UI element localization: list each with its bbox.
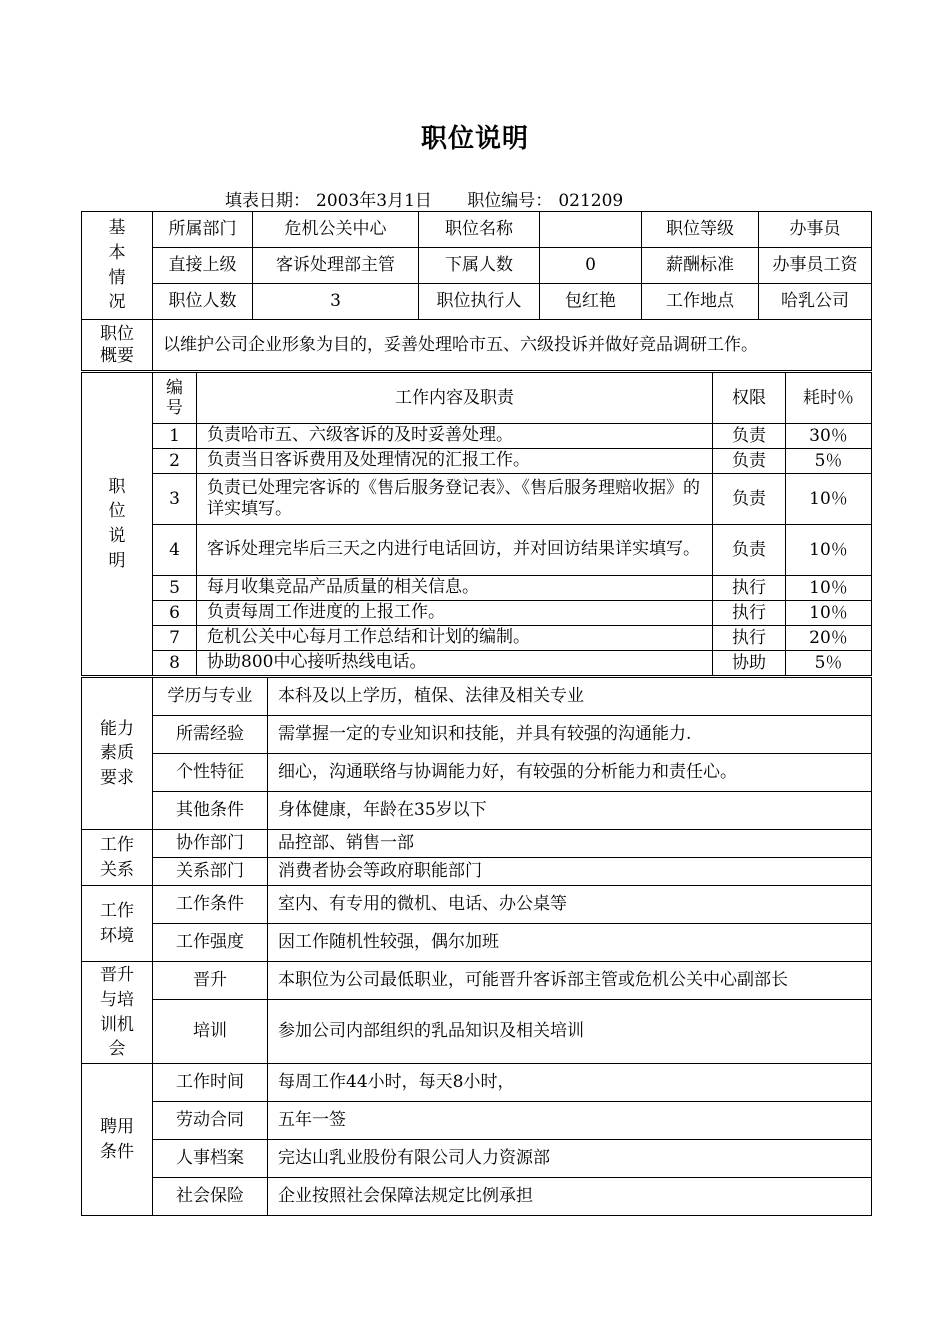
requirement-value: 本职位为公司最低职业，可能晋升客诉部主管或危机公关中心副部长 (268, 962, 872, 1000)
requirement-row (82, 1000, 872, 1064)
position-no-label: 职位编号： (467, 191, 553, 211)
duty-time: 10％ (786, 525, 872, 576)
summary-text: 以维护公司企业形象为目的，妥善处理哈市五、六级投诉并做好竞品调研工作。 (153, 320, 872, 371)
basic-section-text: 基 本 情 况 (108, 218, 126, 313)
duty-no: 1 (153, 424, 197, 449)
duty-no: 8 (153, 651, 197, 676)
basic-cell: 薪酬标准 (642, 248, 759, 284)
requirement-key: 社会保险 (153, 1178, 268, 1216)
requirement-key: 个性特征 (153, 754, 268, 792)
requirement-row (82, 1178, 872, 1216)
basic-cell (540, 212, 642, 248)
position-no: 021209 (558, 191, 624, 211)
requirement-value: 企业按照社会保障法规定比例承担 (268, 1178, 872, 1216)
duty-row (82, 525, 872, 576)
duty-authority: 协助 (713, 651, 786, 676)
requirement-value: 品控部、销售一部 (268, 830, 872, 858)
basic-cell: 办事员工资 (759, 248, 872, 284)
duty-row (82, 424, 872, 449)
duty-no: 5 (153, 576, 197, 601)
section-label-text: 工作 环境 (100, 900, 134, 946)
requirement-row (82, 1064, 872, 1102)
requirement-key: 协作部门 (153, 830, 268, 858)
duty-no: 7 (153, 626, 197, 651)
basic-section-label (82, 212, 153, 320)
basic-cell: 职位人数 (153, 284, 253, 320)
duty-no: 3 (153, 474, 197, 525)
requirement-value: 消费者协会等政府职能部门 (268, 858, 872, 886)
basic-cell: 办事员 (759, 212, 872, 248)
requirement-row (82, 754, 872, 792)
requirement-row (82, 792, 872, 830)
requirement-key: 学历与专业 (153, 678, 268, 716)
duty-authority: 负责 (713, 449, 786, 474)
basic-cell: 直接上级 (153, 248, 253, 284)
requirement-row (82, 858, 872, 886)
section-label-text: 晋升 与培 训机 会 (100, 965, 134, 1060)
duty-time: 30％ (786, 424, 872, 449)
requirement-key: 关系部门 (153, 858, 268, 886)
requirement-key: 所需经验 (153, 716, 268, 754)
section-label (82, 962, 153, 1064)
duty-content: 每月收集竞品产品质量的相关信息。 (197, 576, 713, 601)
basic-cell: 0 (540, 248, 642, 284)
section-label (82, 886, 153, 962)
duties-header-no (153, 373, 197, 424)
section-label (82, 830, 153, 886)
duty-content: 协助800中心接听热线电话。 (197, 651, 713, 676)
duty-content: 负责当日客诉费用及处理情况的汇报工作。 (197, 449, 713, 474)
duties-header-authority: 权限 (713, 373, 786, 424)
requirement-row (82, 886, 872, 924)
requirement-key: 培训 (153, 1000, 268, 1064)
duty-authority: 负责 (713, 424, 786, 449)
requirement-value: 需掌握一定的专业知识和技能，并具有较强的沟通能力. (268, 716, 872, 754)
summary-label (82, 320, 153, 371)
section-label-text: 聘用 条件 (100, 1116, 134, 1162)
duty-row (82, 474, 872, 525)
fill-date: 2003年3月1日 (316, 191, 432, 211)
requirement-row (82, 1102, 872, 1140)
requirement-key: 劳动合同 (153, 1102, 268, 1140)
duties-header-time: 耗时％ (786, 373, 872, 424)
duty-no: 2 (153, 449, 197, 474)
basic-cell: 3 (253, 284, 419, 320)
duty-row (82, 601, 872, 626)
duty-content: 负责哈市五、六级客诉的及时妥善处理。 (197, 424, 713, 449)
requirement-value: 细心，沟通联络与协调能力好，有较强的分析能力和责任心。 (268, 754, 872, 792)
duty-time: 5％ (786, 651, 872, 676)
basic-cell: 职位等级 (642, 212, 759, 248)
duties-section-text: 职 位 说 明 (108, 476, 126, 571)
requirement-value: 身体健康，年龄在35岁以下 (268, 792, 872, 830)
duty-time: 10％ (786, 474, 872, 525)
page-title: 职位说明 (420, 124, 529, 154)
basic-cell: 包红艳 (540, 284, 642, 320)
duty-content: 客诉处理完毕后三天之内进行电话回访，并对回访结果详实填写。 (197, 525, 713, 576)
requirement-row (82, 716, 872, 754)
requirement-key: 其他条件 (153, 792, 268, 830)
duty-row (82, 626, 872, 651)
section-label-text: 能力 素质 要求 (100, 718, 134, 788)
duty-row (82, 576, 872, 601)
requirement-value: 因工作随机性较强，偶尔加班 (268, 924, 872, 962)
basic-cell: 客诉处理部主管 (253, 248, 419, 284)
duties-section-label (82, 373, 153, 676)
basic-info-table (81, 211, 872, 371)
requirement-key: 晋升 (153, 962, 268, 1000)
requirement-value: 五年一签 (268, 1102, 872, 1140)
requirement-value: 完达山乳业股份有限公司人力资源部 (268, 1140, 872, 1178)
duty-row (82, 651, 872, 676)
duty-no: 4 (153, 525, 197, 576)
basic-cell: 哈乳公司 (759, 284, 872, 320)
requirement-row (82, 962, 872, 1000)
requirement-value: 室内、有专用的微机、电话、办公桌等 (268, 886, 872, 924)
section-label (82, 1064, 153, 1216)
requirement-key: 人事档案 (153, 1140, 268, 1178)
duty-time: 20％ (786, 626, 872, 651)
duty-authority: 负责 (713, 525, 786, 576)
section-label (82, 678, 153, 830)
duties-header-content: 工作内容及职责 (197, 373, 713, 424)
basic-cell: 所属部门 (153, 212, 253, 248)
duty-time: 10％ (786, 601, 872, 626)
duties-header-no-text: 编 号 (166, 377, 183, 418)
duty-content: 负责每周工作进度的上报工作。 (197, 601, 713, 626)
basic-cell: 职位执行人 (419, 284, 540, 320)
duty-authority: 负责 (713, 474, 786, 525)
basic-cell: 职位名称 (419, 212, 540, 248)
form-meta (225, 186, 629, 211)
duty-authority: 执行 (713, 626, 786, 651)
requirement-row (82, 830, 872, 858)
duty-no: 6 (153, 601, 197, 626)
duty-authority: 执行 (713, 576, 786, 601)
requirement-value: 每周工作44小时，每天8小时， (268, 1064, 872, 1102)
duties-table (81, 372, 872, 676)
duty-content: 危机公关中心每月工作总结和计划的编制。 (197, 626, 713, 651)
requirement-key: 工作时间 (153, 1064, 268, 1102)
duty-time: 10％ (786, 576, 872, 601)
duty-authority: 执行 (713, 601, 786, 626)
requirement-row (82, 924, 872, 962)
fill-date-label: 填表日期： (225, 191, 310, 211)
duty-content: 负责已处理完客诉的《售后服务登记表》、《售后服务理赔收据》的详实填写。 (197, 474, 713, 525)
requirement-value: 本科及以上学历，植保、法律及相关专业 (268, 678, 872, 716)
basic-cell: 危机公关中心 (253, 212, 419, 248)
duty-row (82, 449, 872, 474)
requirement-key: 工作强度 (153, 924, 268, 962)
section-label-text: 工作 关系 (100, 834, 134, 880)
requirement-row (82, 678, 872, 716)
requirement-value: 参加公司内部组织的乳品知识及相关培训 (268, 1000, 872, 1064)
basic-cell: 下属人数 (419, 248, 540, 284)
requirements-table (81, 677, 872, 1216)
basic-cell: 工作地点 (642, 284, 759, 320)
requirement-key: 工作条件 (153, 886, 268, 924)
summary-label-text: 职位 概要 (100, 323, 134, 366)
requirement-row (82, 1140, 872, 1178)
duty-time: 5％ (786, 449, 872, 474)
